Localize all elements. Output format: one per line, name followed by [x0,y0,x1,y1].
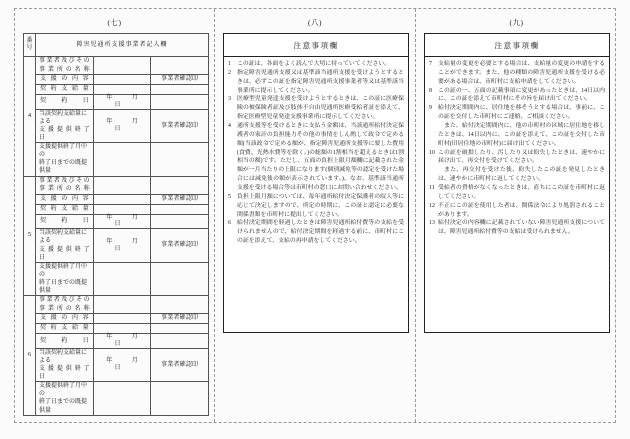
table-row [24,262,209,295]
row-seal-provider-name[interactable] [151,176,209,194]
notice-item [429,104,605,122]
notice-item-text: 受給者の資格がなくなったときは、直ちにこの証を市町村に返してください。 [438,185,605,200]
panel-caption-eight: (八) [308,18,322,27]
row-label-support-content: 支 援 の 内 容 [36,314,94,324]
notice-item-number: 7 [429,61,432,67]
notice-item [429,87,605,105]
notice-item-continuation [429,122,605,149]
notice-item [228,219,404,246]
row-label-support-content: 支 援 の 内 容 [36,194,94,204]
notice-item-text: 給付決定期間内に、居住地を移そうとする場合は、事前に、この証を交付した市町村にご連絡、ご相談ください。 [438,105,605,121]
notice-item-number: 1 [228,61,231,67]
row-value-support-end-date[interactable]: 年 月 日 [93,229,151,262]
notice-item-number: 3 [228,96,231,103]
notice-item-number: 13 [429,220,435,227]
notice-item-number: 8 [429,87,432,94]
row-label-line-2: 事 業 所 の 名 称 [39,66,90,73]
notice-item-text: 給付決定の内容欄に記載されていない障害児通所支援については、障害児通所給付費等の支給は受けられません。 [438,220,605,236]
row-seal-support-end-date[interactable]: 事業者確認印 [151,229,209,262]
row-seal-contract-amount[interactable] [151,85,209,95]
row-label-support-content: 支 援 の 内 容 [36,75,94,85]
row-label-line-2: 終了日までの既提供量 [39,399,88,414]
row-value-contract-amount[interactable] [93,85,151,95]
row-label-line-2: 事 業 所 の 名 称 [39,186,90,193]
row-seal-support-end-date[interactable]: 事業者確認印 [151,348,209,381]
row-label-provider-name [36,296,94,314]
row-label-line-1: 事業者及びその [39,177,90,184]
notice-item-text: また、給付決定期間内に、他の市町村の区域に居住地を移したときは、14日以内に、この証を添えて、この証を交付した市町村(旧居住地の市町村)に届け出てください。 [438,123,605,147]
panel-provider-entry [15,9,215,422]
table-row [24,57,209,75]
row-label-support-end-date [36,348,94,381]
header-number-char-1: 番 [26,38,33,45]
row-label-support-end-date [36,109,94,142]
panel-notices-nine [416,9,617,422]
row-seal-provided-amount[interactable] [151,262,209,295]
table-header-row [24,34,209,57]
block-number-5: 5 [24,176,36,296]
row-value-support-content[interactable] [93,314,151,324]
table-row [24,75,209,85]
notice-item-number: 5 [228,193,231,200]
notice-item [228,60,404,69]
table-row [24,109,209,142]
table-row [24,334,209,349]
row-label-contract-date: 契 約 日 [36,334,94,349]
notice-item [228,69,404,96]
row-value-provided-amount[interactable] [93,262,151,295]
row-value-provided-amount[interactable] [93,143,151,176]
row-label-line-1: 当該契約支給量による [39,230,88,245]
row-label-contract-amount: 契 約 支 給 量 [36,324,94,334]
panel-caption-seven: (七) [107,18,122,27]
notice-item-text: 支給量の変更を必要とする場合は、支給量の変更の申請をすることができます。また、他の種類の障害児通所支援を受ける必要がある場合は、市町村に支給申請をしてください。 [438,61,605,85]
notice-item [429,219,605,237]
row-label-provider-name [36,57,94,75]
notice-item-text: この証の一、五面の記載事項に変更があったときは、14日以内に、この証を添えて市町村にその旨を届け出てください。 [438,87,605,103]
row-label-provider-name [36,176,94,194]
row-seal-provided-amount[interactable] [151,143,209,176]
notice-item-continuation [429,166,605,184]
provider-entry-table [23,33,209,416]
header-cell-title: 障害児通所支援事業者記入欄 [36,34,209,57]
row-seal-provider-name[interactable] [151,57,209,75]
row-seal-support-end-date[interactable]: 事業者確認印 [151,109,209,142]
table-row [24,143,209,176]
table-row [24,296,209,314]
row-label-provided-amount [36,143,94,176]
row-label-line-2: 終了日までの既提供量 [39,160,88,175]
row-seal-support-content[interactable]: 事業者確認印 [151,75,209,85]
notice-item-text: 医療型児童発達支援を受けようとするときは、この証に医療保険の被保険者証及び肢体不自由児通所医療受給者証を添えて、指定医療型児童発達支援事業所に提示してください。 [237,96,404,121]
row-value-provided-amount[interactable] [93,382,151,415]
notice-item [228,122,404,193]
row-seal-provider-name[interactable] [151,296,209,314]
table-row [24,204,209,214]
notice-item [228,193,404,220]
notice-item-text: 不正にこの証を使用した者は、関係法令により処罰されることがあります。 [438,202,605,218]
row-value-contract-amount[interactable] [93,204,151,214]
header-number-char-2: 号 [26,45,33,51]
notice-title-eight: 注意事項欄 [224,34,408,57]
notice-item [429,202,605,220]
block-number-4: 4 [24,57,36,177]
row-value-contract-date[interactable]: 年 月 日 [93,95,151,110]
notice-item-number: 10 [429,149,435,156]
row-label-line-1: 当該契約支給量による [39,349,88,364]
row-value-provider-name[interactable] [93,176,151,194]
notice-body-nine [425,57,609,237]
row-label-line-1: 事業者及びその [39,58,90,65]
table-row [24,324,209,334]
notice-item-number: 11 [429,185,435,192]
row-value-support-content[interactable] [93,75,151,85]
notice-item-number: 12 [429,202,435,209]
row-label-line-2: 終了日までの既提供量 [39,279,88,294]
panel-notices-eight [215,9,416,422]
table-row [24,85,209,95]
table-row [24,95,209,110]
notice-item [228,95,404,122]
row-seal-contract-date[interactable] [151,334,209,349]
panel-caption-nine: (九) [509,18,524,27]
table-row [24,382,209,415]
document-page [14,8,616,423]
row-label-line-1: 支援提供終了月中の [39,383,88,398]
table-row [24,176,209,194]
notice-item [429,149,605,167]
row-seal-support-content[interactable]: 事業者確認印 [151,194,209,204]
notice-box-eight [223,33,409,333]
table-row [24,194,209,204]
row-label-support-end-date [36,229,94,262]
table-row [24,314,209,324]
row-label-contract-amount: 契 約 支 給 量 [36,204,94,214]
notice-title-nine: 注意事項欄 [425,34,609,57]
table-row [24,348,209,381]
block-number-6: 6 [24,296,36,416]
row-value-provider-name[interactable] [93,57,151,75]
row-label-contract-date: 契 約 日 [36,95,94,110]
row-seal-contract-amount[interactable] [151,324,209,334]
notice-item-text: 負担上限月額については、毎年通所給付決定保護者の収入等に応じて決定しますので、所定の時期に、この証と認定に必要な関係書類を市町村に提出してください。 [237,193,404,218]
notice-body-eight [224,57,408,246]
notice-item-text: また、再交付を受けた後、紛失したこの証を発見したときは、速やかに市町村に返してください。 [438,167,605,183]
notice-item-text: この証は、各面をよく読んで大切に持っていてください。 [237,61,391,67]
row-value-support-end-date[interactable]: 年 月 日 [93,348,151,381]
notice-item [429,184,605,202]
header-cell-number [24,34,36,57]
row-seal-support-content[interactable]: 事業者確認印 [151,314,209,324]
row-value-contract-date[interactable]: 年 月 日 [93,214,151,229]
notice-item-number: 6 [228,220,231,227]
row-label-line-2: 事 業 所 の 名 称 [39,305,90,312]
row-value-support-end-date[interactable]: 年 月 日 [93,109,151,142]
row-seal-provided-amount[interactable] [151,382,209,415]
table-row [24,214,209,229]
row-value-contract-date[interactable]: 年 月 日 [93,334,151,349]
notice-box-nine [424,33,610,333]
row-value-contract-amount[interactable] [93,324,151,334]
row-label-provided-amount [36,382,94,415]
row-seal-contract-date[interactable] [151,214,209,229]
row-label-line-1: 支援提供終了月中の [39,144,88,159]
notice-item-text: この証を破損したり、汚したり又は紛失したときは、速やかに届け出て、再交付を受けてください。 [438,149,605,165]
row-seal-contract-amount[interactable] [151,204,209,214]
row-value-support-content[interactable] [93,194,151,204]
notice-item-number: 2 [228,69,231,76]
table-row [24,229,209,262]
row-label-provided-amount [36,262,94,295]
notice-item-text: 給付決定期間を経過したときは障害児通所給付費等の支給を受けられませんので、給付決定期間を経過する前に、市町村にこの証を添えて、支給の再申請をしてください。 [237,220,404,245]
notice-item [429,60,605,87]
row-label-contract-amount: 契 約 支 給 量 [36,85,94,95]
row-label-line-2: 支 援 提 供 終 了 日 [39,126,90,142]
row-label-line-1: 支援提供終了月中の [39,263,88,278]
row-seal-contract-date[interactable] [151,95,209,110]
notice-item-number: 9 [429,105,432,112]
row-label-line-1: 当該契約支給量による [39,110,88,125]
row-value-provider-name[interactable] [93,296,151,314]
notice-item-number: 4 [228,123,231,130]
row-label-line-2: 支 援 提 供 終 了 日 [39,366,90,381]
row-label-line-1: 事業者及びその [39,297,90,304]
notice-item-text: 指定障害児通所支援又は基準該当通所支援を受けようとするときは、必ずこの証を指定障害児通所支援事業者等又は基準該当事業所に提示してください。 [237,69,404,94]
notice-item-text: 通所支援等を受けるときに支払う金額は、当該通所給付決定保護者の家計の負担能力その他の事情をしん酌して政令で定める額(当該政令で定める額が、指定障害児通所支援等に要した費用(食費、光熱水費等を除く。)の総額の1割相当を超えるときは1割相当の額)です。ただし、五面の負担上限月額欄に記載された金額が一月当たりの上限になります(個別減免等の認定を受けた場合には減免後の額が表示されています。)。なお、基準該当通所支援を受ける場合等は市町村の窓口にお問い合わせください。 [237,123,404,192]
row-label-contract-date: 契 約 日 [36,214,94,229]
row-label-line-2: 支 援 提 供 終 了 日 [39,246,90,261]
